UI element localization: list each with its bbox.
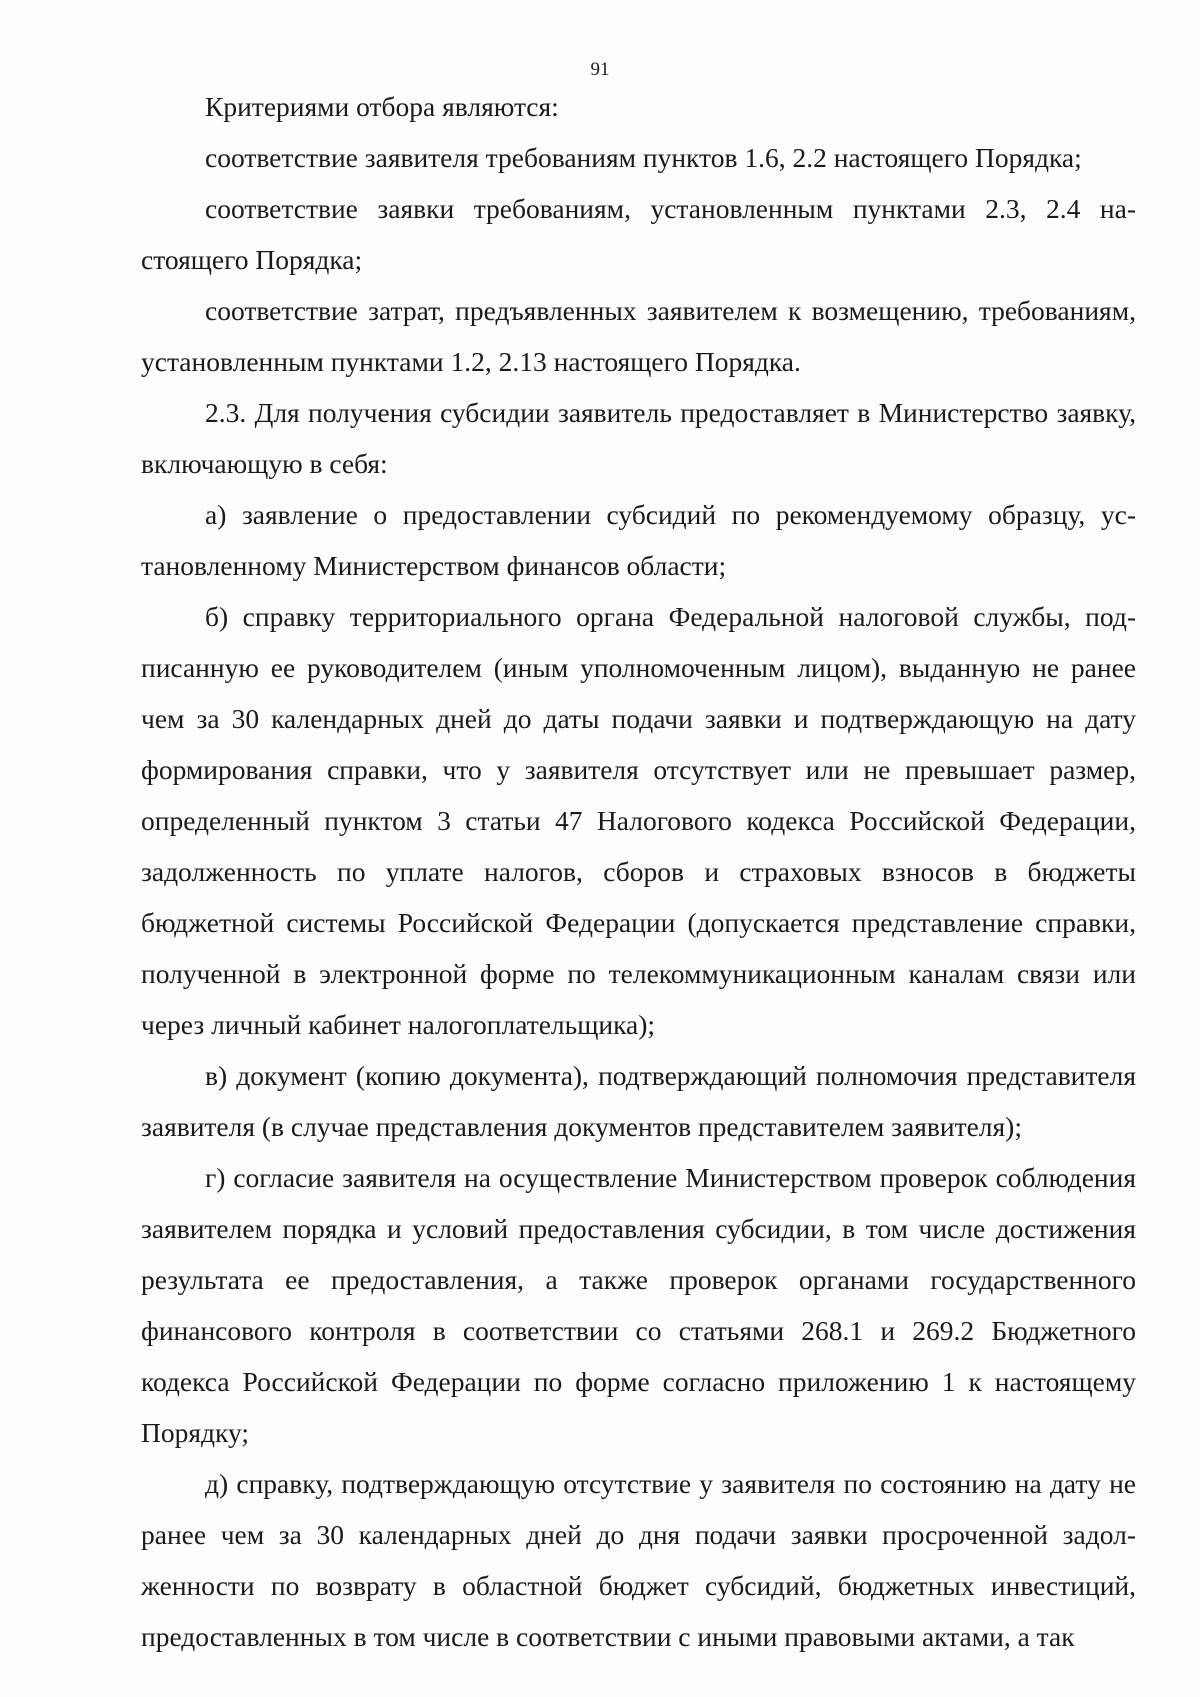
paragraph-criterion-costs: соответствие затрат, предъявленных заявителем к возмещению, требованиям, установленным пунктами 1.2, 2.13 настоящего Порядка. — [141, 295, 1136, 377]
paragraph-item-a: а) заявление о предоставлении субсидий по рекомендуемому образцу, установленному Министерством финансов области; — [141, 499, 1136, 581]
paragraph-item-g: г) согласие заявителя на осуществление Министерством проверок соблюдения заявителем порядка и условий предоставления субсидии, в том числе достижения результата ее предоставления, а также проверок органами государственного финансового контроля в соответствии со статьями 268.1 и 269.2 Бюджетного кодекса Российской Федерации по форме согласно приложению 1 к настоящему Порядку; — [141, 1162, 1136, 1448]
paragraph-item-b: б) справку территориального органа Федеральной налоговой службы, подписанную ее руководителем (иным уполномоченным лицом), выданную не ранее чем за 30 календарных дней до даты подачи заявки и подтверждающую на дату формирования справки, что у заявителя отсутствует или не превышает размер, определенный пунктом 3 статьи 47 Налогового кодекса Российской Федерации, задолженность по уплате налогов, сборов и страховых взносов в бюджеты бюджетной системы Российской Федерации (допускается представление справки, полученной в электронной форме по телекоммуникационным каналам связи или через личный кабинет налогоплательщика); — [141, 601, 1136, 1040]
paragraph-criterion-applicant: соответствие заявителя требованиям пунктов 1.6, 2.2 настоящего Порядка; — [205, 142, 1082, 173]
page-number: 91 — [590, 59, 610, 80]
paragraph-item-v: в) документ (копию документа), подтверждающий полномочия представителя заявителя (в случае представления документов представителем заявителя); — [141, 1060, 1136, 1142]
paragraph-criterion-application: соответствие заявки требованиям, установленным пунктами 2.3, 2.4 настоящего Порядка; — [141, 193, 1136, 275]
paragraph-section-2-3: 2.3. Для получения субсидии заявитель предоставляет в Министерство заявку, включающую в себя: — [141, 397, 1136, 479]
paragraph-selection-criteria-intro: Критериями отбора являются: — [205, 91, 559, 122]
document-body — [141, 81, 1136, 1662]
paragraph-item-d: д) справку, подтверждающую отсутствие у заявителя по состоянию на дату не ранее чем за 30 календарных дней до дня подачи заявки просроченной задолженности по возврату в областной бюджет субсидий, бюджетных инвестиций, предоставленных в том числе в соответствии с иными правовыми актами, а так — [141, 1468, 1136, 1652]
